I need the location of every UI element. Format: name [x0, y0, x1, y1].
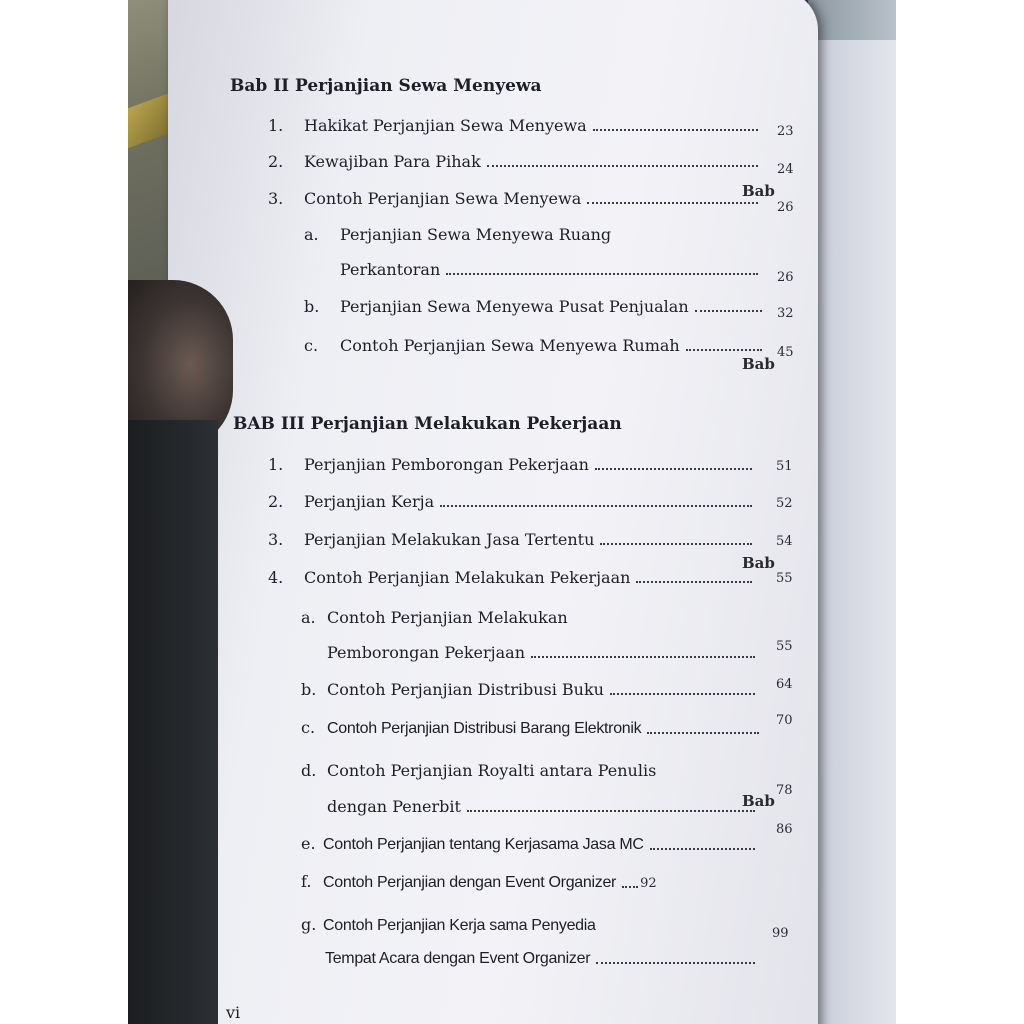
dot-leader	[695, 310, 762, 312]
toc-entry	[268, 189, 764, 208]
toc-entry-continuation	[327, 797, 761, 816]
toc-entry	[301, 718, 765, 738]
entry-title: Pemborongan Pekerjaan	[327, 643, 525, 662]
entry-title: Contoh Perjanjian Kerja sama Penyedia	[323, 917, 596, 934]
entry-number: b.	[301, 680, 317, 699]
page-number: 24	[777, 162, 794, 177]
toc-entry	[301, 761, 656, 780]
page-number: 64	[776, 677, 793, 692]
toc-entry	[301, 872, 657, 892]
page-number: 78	[776, 783, 793, 798]
entry-title: Kewajiban Para Pihak	[304, 152, 481, 171]
dot-leader	[650, 848, 755, 850]
page-number: 32	[777, 306, 794, 321]
page-number: 92	[640, 876, 657, 891]
entry-title: Contoh Perjanjian tentang Kerjasama Jasa MC	[323, 836, 644, 853]
dot-leader	[467, 810, 755, 812]
entry-title: Perkantoran	[340, 260, 441, 279]
entry-number: 4.	[268, 568, 284, 587]
dot-leader	[686, 349, 762, 351]
next-page-label: Bab	[742, 355, 775, 373]
chapter-heading: Bab II Perjanjian Sewa Menyewa	[230, 76, 542, 96]
entry-title: Perjanjian Sewa Menyewa Ruang	[340, 225, 612, 244]
toc-entry	[268, 568, 758, 587]
dot-leader	[595, 468, 752, 470]
entry-title: Contoh Perjanjian Distribusi Barang Elektronik	[327, 720, 642, 737]
page-number: 26	[777, 270, 794, 285]
toc-entry-continuation	[340, 260, 764, 279]
entry-title: Perjanjian Sewa Menyewa Pusat Penjualan	[340, 297, 689, 316]
entry-number: a.	[304, 225, 319, 244]
entry-number: 2.	[268, 492, 284, 511]
dot-leader	[647, 732, 759, 734]
page-number: 51	[776, 459, 793, 474]
entry-number: f.	[301, 872, 312, 891]
page-number: 45	[777, 345, 794, 360]
page-number: 55	[776, 639, 793, 654]
entry-number: 3.	[268, 530, 284, 549]
dot-leader	[531, 656, 755, 658]
entry-number: c.	[301, 718, 316, 737]
entry-title: Contoh Perjanjian Royalti antara Penulis	[327, 761, 657, 780]
page-number: 54	[776, 534, 793, 549]
toc-entry	[268, 530, 758, 549]
entry-number: d.	[301, 761, 317, 780]
next-page-label: Bab	[742, 554, 775, 572]
page-number: 55	[776, 571, 793, 586]
dot-leader	[446, 273, 758, 275]
dot-leader	[593, 129, 758, 131]
next-page-label: Bab	[742, 182, 775, 200]
dot-leader	[610, 693, 755, 695]
entry-title: Contoh Perjanjian Distribusi Buku	[327, 680, 604, 699]
toc-entry	[301, 608, 568, 627]
entry-title: Contoh Perjanjian Sewa Menyewa	[304, 189, 582, 208]
entry-title: Hakikat Perjanjian Sewa Menyewa	[304, 116, 587, 135]
toc-entry	[268, 455, 758, 474]
toc-entry	[304, 225, 611, 244]
entry-title: Contoh Perjanjian Melakukan	[327, 608, 568, 627]
dot-leader	[440, 505, 752, 507]
entry-title: Contoh Perjanjian dengan Event Organizer	[323, 874, 617, 891]
entry-title: Contoh Perjanjian Sewa Menyewa Rumah	[340, 336, 680, 355]
entry-number: g.	[301, 915, 317, 934]
chapter-heading: BAB III Perjanjian Melakukan Pekerjaan	[233, 414, 622, 434]
dot-leader	[596, 962, 755, 964]
dot-leader	[587, 202, 758, 204]
toc-entry	[268, 116, 764, 135]
page-number: 99	[772, 926, 789, 941]
dot-leader	[600, 543, 752, 545]
entry-number: 3.	[268, 189, 284, 208]
next-page-label: Bab	[742, 792, 775, 810]
entry-number: b.	[304, 297, 320, 316]
toc-entry-continuation	[327, 643, 761, 662]
toc-entry	[304, 297, 768, 316]
dot-leader	[487, 165, 758, 167]
entry-title: dengan Penerbit	[327, 797, 461, 816]
entry-title: Perjanjian Kerja	[304, 492, 435, 511]
page-number: 23	[777, 124, 794, 139]
entry-title: Contoh Perjanjian Melakukan Pekerjaan	[304, 568, 631, 587]
entry-number: e.	[301, 834, 316, 853]
page-number: 70	[776, 713, 793, 728]
page-number: 26	[777, 200, 794, 215]
entry-title: Tempat Acara dengan Event Organizer	[325, 950, 591, 967]
page-number: 52	[776, 496, 793, 511]
page-number: 86	[776, 822, 793, 837]
dot-leader	[622, 886, 638, 888]
page-footer-number: vi	[226, 1003, 241, 1022]
entry-title: Perjanjian Melakukan Jasa Tertentu	[304, 530, 595, 549]
toc-entry	[301, 915, 596, 935]
toc-entry	[301, 834, 761, 854]
entry-title: Perjanjian Pemborongan Pekerjaan	[304, 455, 589, 474]
toc-entry	[268, 152, 764, 171]
toc-entry-continuation	[325, 950, 761, 968]
toc-entry	[304, 336, 768, 355]
entry-number: 1.	[268, 455, 284, 474]
toc-entry	[268, 492, 758, 511]
entry-number: 1.	[268, 116, 284, 135]
entry-number: c.	[304, 336, 319, 355]
entry-number: 2.	[268, 152, 284, 171]
toc-entry	[301, 680, 761, 699]
dot-leader	[636, 581, 752, 583]
entry-number: a.	[301, 608, 316, 627]
